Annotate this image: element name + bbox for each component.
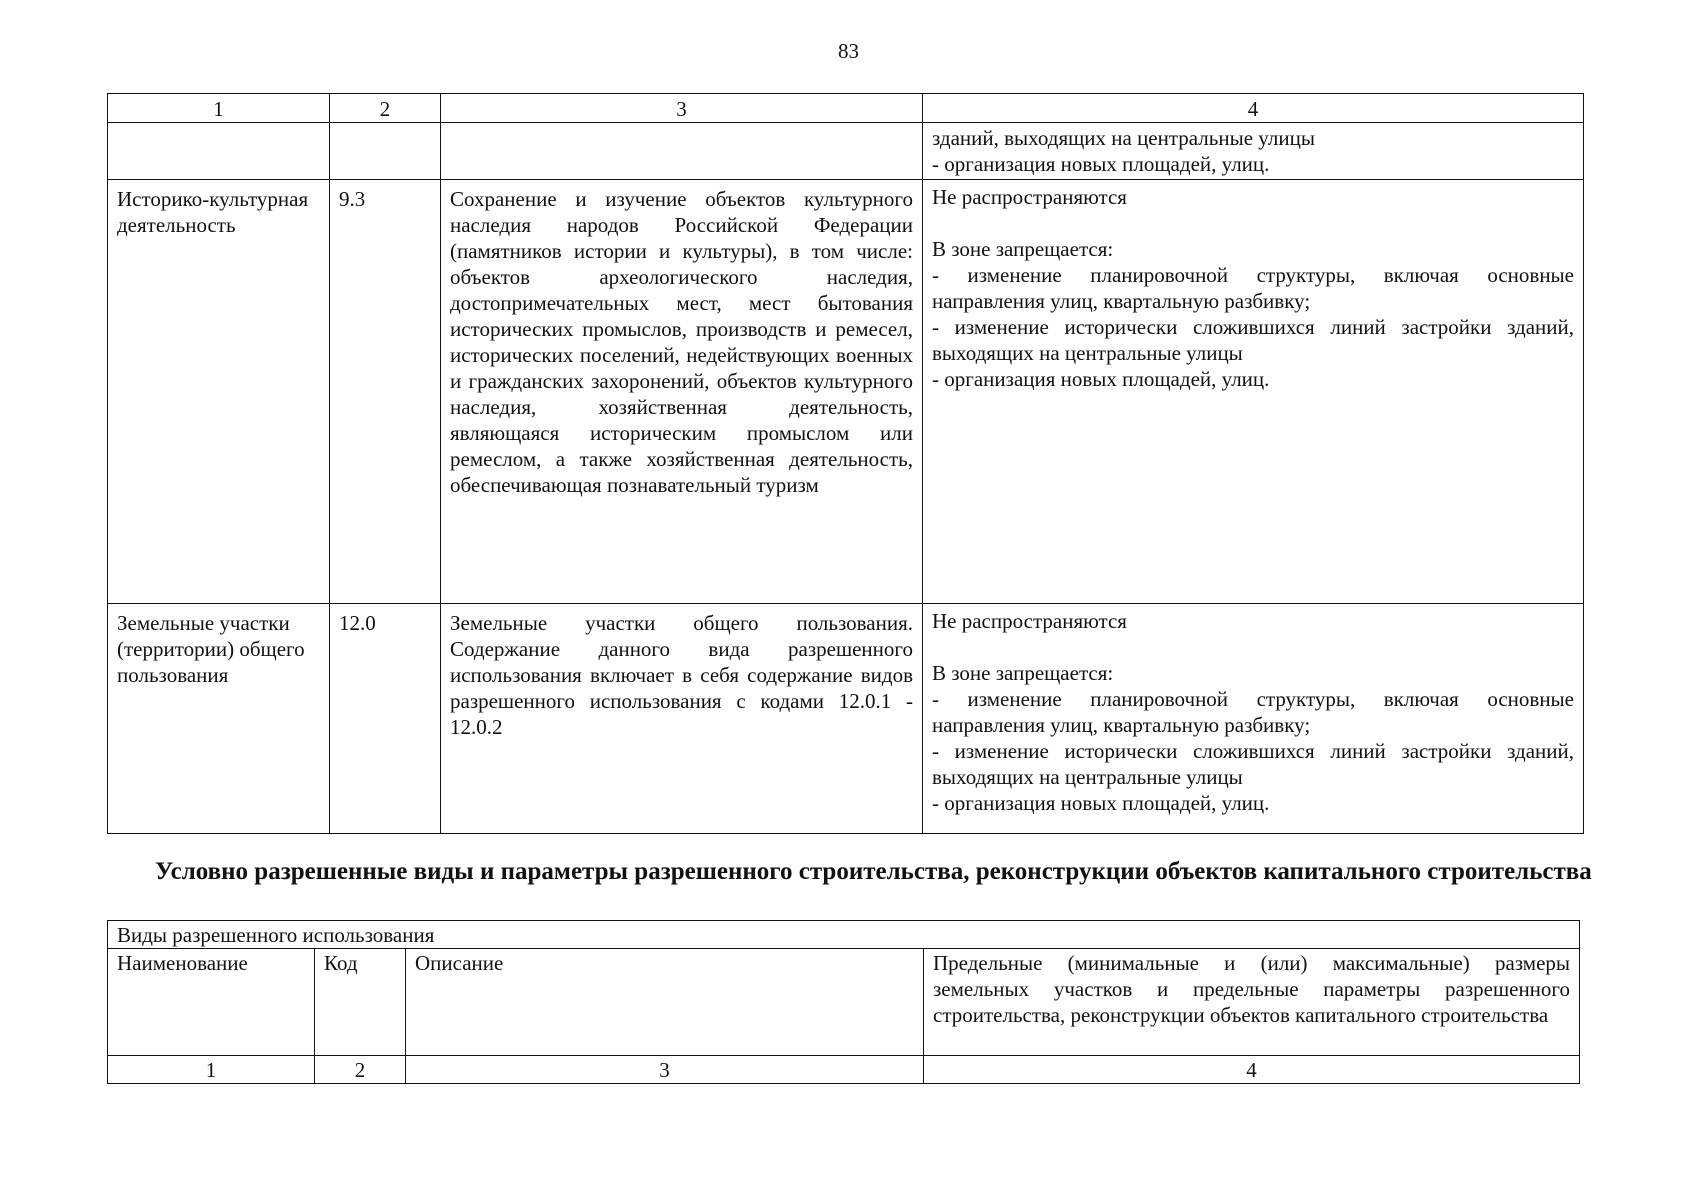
- section-heading: Условно разрешенные виды и параметры разрешенного строительства, реконструкции объектов капитального строительства: [155, 858, 1592, 885]
- column-number-row: [108, 1056, 1580, 1084]
- spacer: [932, 210, 1574, 236]
- column-number: 1: [108, 1056, 315, 1084]
- use-code-cell: [330, 180, 441, 604]
- use-name: Историко-культурная деятельность: [117, 187, 309, 237]
- column-number: 4: [924, 1056, 1580, 1084]
- empty-cell: [108, 123, 330, 180]
- use-params-cell: [923, 604, 1584, 834]
- column-number: 2: [330, 94, 441, 123]
- column-number: 4: [923, 94, 1584, 123]
- header-row: [108, 949, 1580, 1056]
- header-code: Код: [315, 949, 406, 1056]
- params-intro: В зоне запрещается:: [932, 237, 1114, 261]
- params-item: - изменение планировочной структуры, включая основные направления улиц, квартальную разбивку;: [932, 687, 1574, 737]
- use-name-cell: [108, 604, 330, 834]
- use-name-cell: [108, 180, 330, 604]
- use-code: 12.0: [339, 611, 376, 635]
- params-item: - изменение исторически сложившихся линий застройки зданий, выходящих на центральные улицы: [932, 315, 1574, 365]
- use-description: Сохранение и изучение объектов культурного наследия народов Российской Федерации (памятников истории и культуры), в том числе: объектов археологического наследия, достопримечательных мест, мест бытования исторических промыслов, производств и ремесел, исторических поселений, недействующих военных и гражданских захоронений, объектов культурного наследия, хозяйственная деятельность, являющаяся историческим промыслом или ремеслом, а также хозяйственная деятельность, обеспечивающая познавательный туризм: [450, 187, 913, 497]
- permitted-uses-table: [107, 93, 1584, 834]
- column-number-row: [108, 94, 1584, 123]
- group-header: Виды разрешенного использования: [108, 921, 1580, 949]
- params-item: - организация новых площадей, улиц.: [932, 367, 1270, 391]
- header-name: Наименование: [108, 949, 315, 1056]
- header-description: Описание: [406, 949, 924, 1056]
- column-number: 1: [108, 94, 330, 123]
- params-item: - изменение исторически сложившихся линий застройки зданий, выходящих на центральные улицы: [932, 739, 1574, 789]
- empty-cell: [441, 123, 923, 180]
- use-code-cell: [330, 604, 441, 834]
- empty-cell: [330, 123, 441, 180]
- column-number: 3: [406, 1056, 924, 1084]
- params-item: - изменение планировочной структуры, включая основные направления улиц, квартальную разбивку;: [932, 263, 1574, 313]
- params-intro: В зоне запрещается:: [932, 661, 1114, 685]
- params-header: Не распространяются: [932, 185, 1127, 209]
- continuation-line: зданий, выходящих на центральные улицы: [932, 126, 1315, 150]
- continuation-row: [108, 123, 1584, 180]
- params-item: - организация новых площадей, улиц.: [932, 791, 1270, 815]
- page-number: 83: [838, 39, 859, 63]
- continuation-line: - организация новых площадей, улиц.: [932, 152, 1270, 176]
- use-code: 9.3: [339, 187, 366, 211]
- group-header-row: [108, 921, 1580, 949]
- use-description-cell: [441, 604, 923, 834]
- conditional-uses-table: [107, 920, 1580, 1084]
- use-name: Земельные участки (территории) общего пользования: [117, 611, 305, 687]
- table-row: [108, 180, 1584, 604]
- use-description: Земельные участки общего пользования. Содержание данного вида разрешенного использования включает в себя содержание видов разрешенного использования с кодами 12.0.1 - 12.0.2: [450, 611, 913, 739]
- use-description-cell: [441, 180, 923, 604]
- use-params-cell: [923, 180, 1584, 604]
- spacer: [932, 634, 1574, 660]
- table-row: [108, 604, 1584, 834]
- column-number: 3: [441, 94, 923, 123]
- params-header: Не распространяются: [932, 609, 1127, 633]
- continuation-params-cell: [923, 123, 1584, 180]
- header-params: Предельные (минимальные и (или) максимальные) размеры земельных участков и предельные параметры разрешенного строительства, реконструкции объектов капитального строительства: [924, 949, 1580, 1056]
- column-number: 2: [315, 1056, 406, 1084]
